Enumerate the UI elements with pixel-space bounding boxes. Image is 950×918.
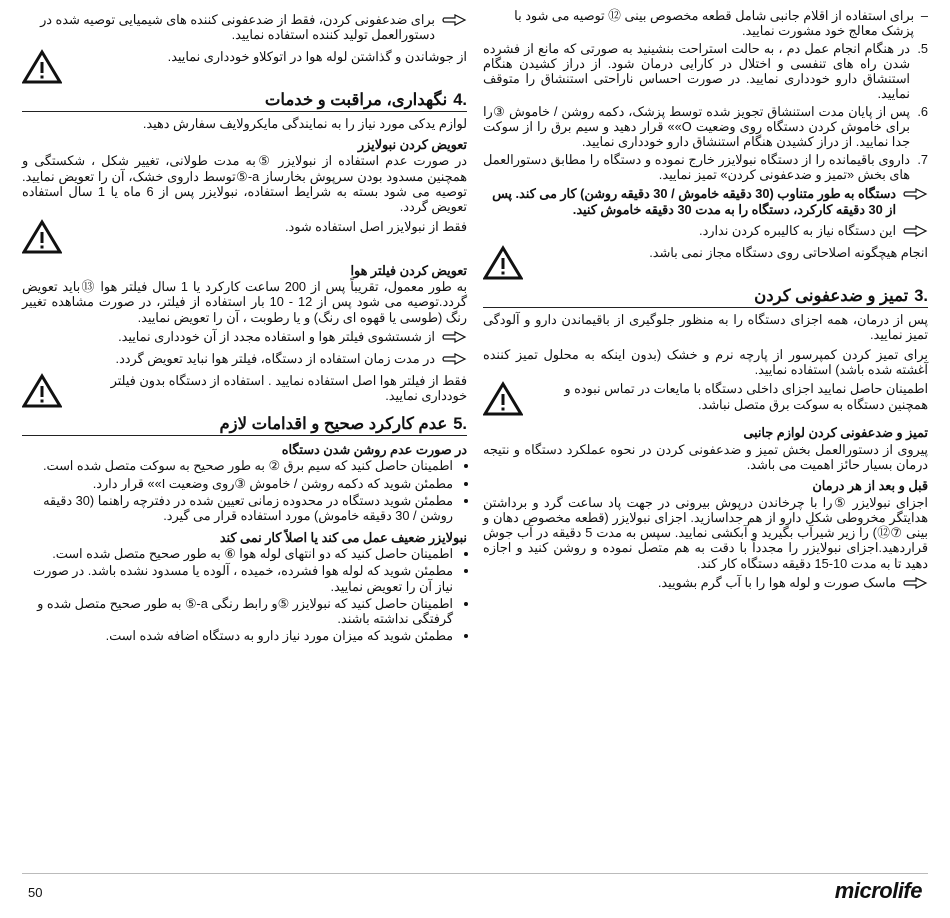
cleaning-text-1: پس از درمان، همه اجزای دستگاه را به منظور جلوگیری از باقیماندن دارو و آلودگی تمیز نمایید. — [483, 312, 928, 343]
accessory-cleaning-title: تمیز و ضدعفونی کردن لوازم جانبی — [743, 425, 928, 441]
note-no-wash — [22, 329, 467, 345]
right-column — [483, 8, 928, 597]
filter-change-text: به طور معمول، تقریباً پس از 200 ساعت کارکرد یا 1 سال فیلتر هوا ⑬باید تعویض گردد.توصیه می شود پس از 12 - 10 بار استفاده از فیلتر، در صورت مشاهده تغییر رنگ (طوسی یا قهوه ای رنگ) و یا رطوبت ، آن را تعویض نمایید. — [22, 278, 468, 325]
warning-triangle-icon — [22, 49, 62, 85]
warning-liquids-text: اطمینان حاصل نمایید اجزای داخلی دستگاه با مایعات در تماس نبوده و همچنین دستگاه به سوکت برق متصل نباشد. — [564, 381, 928, 412]
list-item: 5. در هنگام انجام عمل دم ، به حالت استراحت بنشینید به صورتی که مانع از فشرده شدن راه های تنفسی و اختلال در کارایی درمان شود. از دراز کشیدن هنگام استنشاق دارو خودداری نمایید. در صورت احساس ناراحتی استنشاق را متوقف نمایید. — [483, 40, 928, 102]
note-chemical — [22, 12, 467, 43]
before-after-title: قبل و بعد از هر درمان — [812, 478, 928, 494]
nebulizer-change-text: در صورت عدم استفاده از نبولایزر ⑤به مدت طولانی، تغییر شکل ، شکستگی و همچنین مسدود بودن سرپوش بخارساز a-⑤توسط داروی خشک، آن را تعویض نمایید. توصیه می شود بسته به شرایط استفاده، نبولایزر پس از 6 ماه یا 1 سال استفاده تعویض گردد. — [22, 153, 467, 215]
list-item: • مطمئن شوید که میزان مورد نیاز دارو به دستگاه اضافه شده است. — [22, 628, 453, 643]
note-no-wash-text: از شستشوی فیلتر هوا و استفاده مجدد از آن خودداری نمایید. — [118, 328, 435, 344]
list-item: • اطمینان حاصل کنید که دو انتهای لوله هوا ⑥ به طور صحیح متصل شده است. — [22, 546, 453, 561]
list-item: 6. پس از پایان مدت استنشاق تجویز شده توسط پزشک، دکمه روشن / خاموش ③را برای خاموش کردن دستگاه روی وضعیت O»» قرار دهید و سیم برق را از سوکت جدا نمایید. از دراز کشیدن هنگام استنشاق دارو خودداری نمایید. — [483, 103, 928, 150]
page-number: 50 — [28, 885, 43, 900]
pointing-hand-icon — [441, 12, 467, 28]
note-warm-water-text: ماسک صورت و لوله هوا را با آب گرم بشویید. — [657, 575, 896, 591]
weak-operation-list — [22, 546, 467, 644]
footer-divider — [22, 873, 928, 874]
cleaning-text-2: برای تمیز کردن کمپرسور از پارچه نرم و خشک (بدون اینکه به محلول تمیز کننده آغشته شده باشد) استفاده نمایید. — [483, 346, 928, 378]
list-item: • اطمینان حاصل کنید که سیم برق ② به طور صحیح به سوکت متصل شده است. — [22, 458, 453, 473]
filter-change-title: تعویض کردن فیلتر هوا — [350, 262, 467, 278]
note-interval-text: دستگاه به طور متناوب (30 دقیقه خاموش / 30 دقیقه روشن) کار می کند. پس از 30 دقیقه کارکرد، دستگاه را به مدت 30 دقیقه خاموش کنید. — [492, 186, 896, 217]
list-item: • مطمئن شوید دستگاه در محدوده زمانی تعیین شده در دفترچه راهنما (30 دقیقه روشن / 30 دقیقه خاموش) مورد استفاده قرار می گیرد. — [22, 493, 453, 524]
section-5-heading: 5. عدم کارکرد صحیح و اقدامات لازم — [22, 417, 467, 436]
warning-original-filter-text: فقط از فیلتر هوا اصل استفاده نمایید . استفاده از دستگاه بدون فیلتر خودداری نمایید. — [110, 372, 467, 404]
no-power-title: در صورت عدم روشن شدن دستگاه — [281, 442, 467, 458]
warning-autoclave — [22, 49, 467, 85]
warning-liquids — [483, 381, 928, 417]
weak-operation-title: نبولایزر ضعیف عمل می کند یا اصلاً کار نمی کند — [219, 529, 467, 545]
left-column — [22, 8, 467, 648]
list-item: • مطمئن شوید که لوله هوا فشرده، خمیده ، آلوده یا مسدود نشده باشد. در صورت نیاز آن را تعویض نمایید. — [22, 563, 453, 594]
warning-modification-text: انجام هیچگونه اصلاحاتی روی دستگاه مجاز نمی باشد. — [649, 244, 928, 260]
pointing-hand-icon — [902, 186, 928, 202]
list-item: • اطمینان حاصل کنید که نبولایزر ⑤و رابط رنگی a-⑤ به طور صحیح متصل شده و گرفتگی نداشته باشند. — [22, 596, 453, 627]
warning-autoclave-text: از جوشاندن و گذاشتن لوله هوا در اتوکلاو خودداری نمایید. — [167, 48, 467, 64]
no-power-list — [22, 458, 467, 523]
spare-parts-text: لوازم یدکی مورد نیاز را به نمایندگی مایکرولایف سفارش دهید. — [142, 115, 467, 131]
note-interval — [483, 186, 928, 217]
pointing-hand-icon — [441, 351, 467, 367]
nebulizer-change-title: تعویض کردن نبولایزر — [357, 137, 467, 153]
warning-triangle-icon — [22, 219, 62, 255]
warning-original-nebulizer-text: فقط از نبولایزر اصل استفاده شود. — [285, 218, 467, 234]
pointing-hand-icon — [902, 575, 928, 591]
note-no-change — [22, 351, 467, 367]
list-item: 7. داروی باقیمانده را از دستگاه نبولایزر خارج نموده و دستگاه را مطابق دستورالعمل های بخش «تمیز و ضدعفونی کردن» تمیز نمایید. — [483, 151, 928, 182]
section-4-heading: 4. نگهداری، مراقبت و خدمات — [22, 93, 467, 112]
warning-original-filter — [22, 373, 467, 409]
note-no-change-text: در مدت زمان استفاده از دستگاه، فیلتر هوا نباید تعویض گردد. — [115, 350, 435, 366]
section-3-heading: 3. تمیز و ضدعفونی کردن — [483, 289, 928, 308]
warning-modification — [483, 245, 928, 281]
pointing-hand-icon — [902, 223, 928, 239]
note-warm-water — [483, 575, 928, 591]
usage-steps — [483, 41, 928, 183]
note-calibration-text: این دستگاه نیاز به کالیبره کردن ندارد. — [699, 222, 896, 238]
warning-triangle-icon — [483, 245, 523, 281]
accessory-advice: – برای استفاده از اقلام جانبی شامل قطعه مخصوص بینی ⑫ توصیه می شود با پزشک معالج خود مشورت نمایید. — [483, 8, 928, 39]
pointing-hand-icon — [441, 329, 467, 345]
warning-triangle-icon — [22, 373, 62, 409]
note-chemical-text: برای ضدعفونی کردن، فقط از ضدعفونی کننده های شیمیایی توصیه شده در دستورالعمل تولید کننده استفاده نمایید. — [40, 12, 435, 43]
warning-original-nebulizer — [22, 219, 467, 255]
list-item: • مطمئن شوید که دکمه روشن / خاموش ③روی وضعیت I»» قرار دارد. — [22, 476, 453, 491]
before-after-text: اجزای نبولایزر ⑤را با چرخاندن درپوش بیرونی در جهت پاد ساعت گرد و برداشتن هدایتگر مخروطی شکل دارو از هم جداسازید. اجزای نبولایزر (قطعه مخصوص دهان و بینی ⑦⑫) را زیر شیرآب بگیرید و آبکشی نمایید. سپس به مدت 5 دقیقه در آب جوش قراردهید.اجزای نبولایزر را مجدداً با دقت به هم متصل نموده و روشن کنید و اجازه دهید تا به مدت 10-15 دقیقه دستگاه کار کند. — [483, 494, 928, 571]
warning-triangle-icon — [483, 381, 523, 417]
accessory-cleaning-text: پیروی از دستورالعمل بخش تمیز و ضدعفونی کردن در نحوه عملکرد دستگاه و نتیجه درمان بسیار حائز اهمیت می باشد. — [483, 441, 928, 472]
note-calibration — [483, 223, 928, 239]
brand-logo: microlife — [834, 878, 922, 903]
